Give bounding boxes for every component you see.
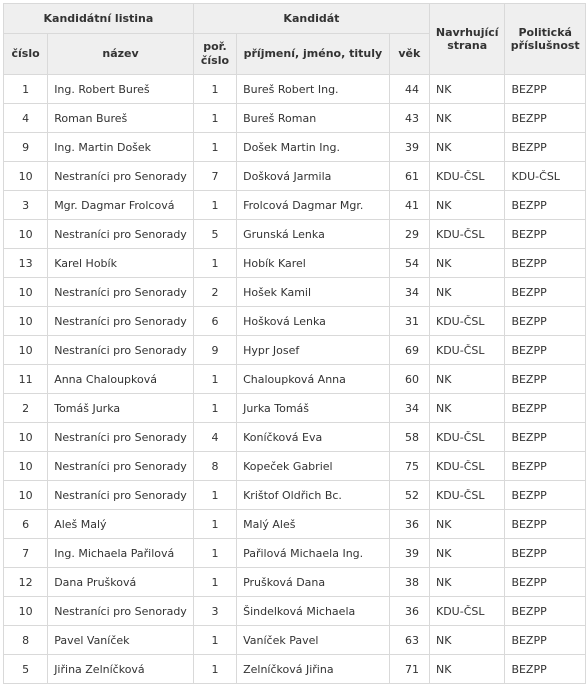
cell-politicka-prislusnost: BEZPP [505,481,586,510]
cell-nazev: Mgr. Dagmar Frolcová [48,191,194,220]
cell-cislo: 10 [4,481,48,510]
cell-por-cislo: 5 [193,220,236,249]
cell-vek: 44 [389,75,429,104]
table-row [4,655,586,684]
cell-jmeno: Bureš Roman [237,104,390,133]
cell-politicka-prislusnost: BEZPP [505,394,586,423]
cell-navrhujici-strana: NK [430,278,505,307]
cell-jmeno: Došek Martin Ing. [237,133,390,162]
header-navrhujici-strana: Navrhující strana [430,4,505,75]
cell-cislo: 6 [4,510,48,539]
cell-nazev: Karel Hobík [48,249,194,278]
cell-vek: 58 [389,423,429,452]
cell-nazev: Tomáš Jurka [48,394,194,423]
header-vek: věk [389,34,429,75]
table-row [4,481,586,510]
cell-vek: 63 [389,626,429,655]
table-row [4,423,586,452]
cell-nazev: Nestraníci pro Senorady [48,452,194,481]
cell-vek: 52 [389,481,429,510]
cell-por-cislo: 1 [193,510,236,539]
cell-jmeno: Došková Jarmila [237,162,390,191]
cell-vek: 31 [389,307,429,336]
cell-por-cislo: 1 [193,539,236,568]
cell-vek: 34 [389,278,429,307]
cell-por-cislo: 4 [193,423,236,452]
cell-vek: 61 [389,162,429,191]
cell-por-cislo: 6 [193,307,236,336]
cell-jmeno: Chaloupková Anna [237,365,390,394]
table-row [4,365,586,394]
table-row [4,162,586,191]
cell-cislo: 1 [4,75,48,104]
cell-jmeno: Krištof Oldřich Bc. [237,481,390,510]
cell-politicka-prislusnost: BEZPP [505,75,586,104]
cell-jmeno: Grunská Lenka [237,220,390,249]
cell-politicka-prislusnost: BEZPP [505,423,586,452]
cell-navrhujici-strana: KDU-ČSL [430,307,505,336]
cell-cislo: 2 [4,394,48,423]
header-nazev: název [48,34,194,75]
cell-navrhujici-strana: NK [430,568,505,597]
cell-navrhujici-strana: NK [430,539,505,568]
cell-nazev: Nestraníci pro Senorady [48,423,194,452]
cell-politicka-prislusnost: BEZPP [505,539,586,568]
cell-vek: 29 [389,220,429,249]
cell-navrhujici-strana: KDU-ČSL [430,423,505,452]
cell-jmeno: Koníčková Eva [237,423,390,452]
cell-vek: 38 [389,568,429,597]
cell-cislo: 10 [4,162,48,191]
cell-por-cislo: 8 [193,452,236,481]
cell-politicka-prislusnost: BEZPP [505,452,586,481]
cell-por-cislo: 1 [193,481,236,510]
cell-nazev: Nestraníci pro Senorady [48,220,194,249]
cell-jmeno: Šindelková Michaela [237,597,390,626]
table-row [4,452,586,481]
cell-navrhujici-strana: NK [430,510,505,539]
table-row [4,597,586,626]
table-row [4,278,586,307]
header-kandidat: Kandidát [193,4,429,34]
cell-por-cislo: 7 [193,162,236,191]
cell-jmeno: Hobík Karel [237,249,390,278]
table-row [4,104,586,133]
cell-nazev: Aleš Malý [48,510,194,539]
cell-vek: 71 [389,655,429,684]
cell-jmeno: Frolcová Dagmar Mgr. [237,191,390,220]
cell-politicka-prislusnost: BEZPP [505,365,586,394]
cell-navrhujici-strana: KDU-ČSL [430,597,505,626]
cell-nazev: Nestraníci pro Senorady [48,336,194,365]
cell-cislo: 7 [4,539,48,568]
cell-vek: 60 [389,365,429,394]
table-row [4,249,586,278]
cell-politicka-prislusnost: BEZPP [505,104,586,133]
cell-politicka-prislusnost: BEZPP [505,655,586,684]
cell-jmeno: Prušková Dana [237,568,390,597]
table-row [4,510,586,539]
table-row [4,220,586,249]
table-row [4,191,586,220]
cell-nazev: Ing. Michaela Pařilová [48,539,194,568]
cell-cislo: 3 [4,191,48,220]
cell-vek: 39 [389,539,429,568]
cell-vek: 39 [389,133,429,162]
cell-nazev: Nestraníci pro Senorady [48,597,194,626]
cell-navrhujici-strana: NK [430,249,505,278]
cell-nazev: Dana Prušková [48,568,194,597]
cell-cislo: 10 [4,452,48,481]
cell-por-cislo: 1 [193,568,236,597]
cell-por-cislo: 1 [193,626,236,655]
cell-cislo: 10 [4,336,48,365]
cell-cislo: 10 [4,220,48,249]
cell-vek: 43 [389,104,429,133]
cell-jmeno: Hypr Josef [237,336,390,365]
cell-por-cislo: 1 [193,75,236,104]
cell-navrhujici-strana: NK [430,365,505,394]
cell-politicka-prislusnost: BEZPP [505,336,586,365]
cell-cislo: 10 [4,307,48,336]
cell-por-cislo: 1 [193,191,236,220]
cell-nazev: Pavel Vaníček [48,626,194,655]
cell-jmeno: Hošková Lenka [237,307,390,336]
header-por-cislo: poř. číslo [193,34,236,75]
cell-cislo: 10 [4,278,48,307]
header-jmeno: příjmení, jméno, tituly [237,34,390,75]
cell-nazev: Jiřina Zelníčková [48,655,194,684]
cell-politicka-prislusnost: KDU-ČSL [505,162,586,191]
cell-jmeno: Hošek Kamil [237,278,390,307]
cell-por-cislo: 1 [193,655,236,684]
cell-politicka-prislusnost: BEZPP [505,307,586,336]
cell-cislo: 9 [4,133,48,162]
cell-jmeno: Bureš Robert Ing. [237,75,390,104]
cell-por-cislo: 1 [193,394,236,423]
cell-cislo: 10 [4,597,48,626]
cell-nazev: Roman Bureš [48,104,194,133]
cell-vek: 36 [389,597,429,626]
cell-politicka-prislusnost: BEZPP [505,278,586,307]
cell-nazev: Nestraníci pro Senorady [48,307,194,336]
header-politicka-prislusnost: Politická příslušnost [505,4,586,75]
table-row [4,568,586,597]
cell-nazev: Nestraníci pro Senorady [48,162,194,191]
cell-cislo: 8 [4,626,48,655]
table-row [4,307,586,336]
cell-cislo: 13 [4,249,48,278]
cell-navrhujici-strana: NK [430,133,505,162]
table-body [4,75,586,684]
cell-por-cislo: 1 [193,104,236,133]
cell-jmeno: Kopeček Gabriel [237,452,390,481]
cell-cislo: 12 [4,568,48,597]
table-row [4,75,586,104]
cell-por-cislo: 3 [193,597,236,626]
header-kandidatni-listina: Kandidátní listina [4,4,194,34]
cell-navrhujici-strana: KDU-ČSL [430,481,505,510]
cell-vek: 41 [389,191,429,220]
cell-politicka-prislusnost: BEZPP [505,626,586,655]
cell-navrhujici-strana: NK [430,394,505,423]
cell-navrhujici-strana: NK [430,191,505,220]
cell-politicka-prislusnost: BEZPP [505,133,586,162]
cell-politicka-prislusnost: BEZPP [505,568,586,597]
table-row [4,626,586,655]
cell-por-cislo: 1 [193,133,236,162]
cell-politicka-prislusnost: BEZPP [505,510,586,539]
cell-nazev: Nestraníci pro Senorady [48,278,194,307]
cell-jmeno: Malý Aleš [237,510,390,539]
cell-nazev: Ing. Robert Bureš [48,75,194,104]
cell-jmeno: Jurka Tomáš [237,394,390,423]
cell-cislo: 4 [4,104,48,133]
cell-jmeno: Zelníčková Jiřina [237,655,390,684]
table-header [4,4,586,75]
cell-vek: 75 [389,452,429,481]
cell-vek: 54 [389,249,429,278]
table-row [4,336,586,365]
cell-nazev: Ing. Martin Došek [48,133,194,162]
cell-vek: 69 [389,336,429,365]
cell-vek: 36 [389,510,429,539]
cell-jmeno: Vaníček Pavel [237,626,390,655]
cell-cislo: 11 [4,365,48,394]
cell-por-cislo: 1 [193,249,236,278]
cell-navrhujici-strana: KDU-ČSL [430,162,505,191]
cell-cislo: 10 [4,423,48,452]
cell-jmeno: Pařilová Michaela Ing. [237,539,390,568]
cell-politicka-prislusnost: BEZPP [505,249,586,278]
cell-por-cislo: 1 [193,365,236,394]
cell-navrhujici-strana: NK [430,75,505,104]
cell-navrhujici-strana: KDU-ČSL [430,336,505,365]
candidates-table [3,3,586,684]
cell-politicka-prislusnost: BEZPP [505,597,586,626]
cell-navrhujici-strana: KDU-ČSL [430,220,505,249]
cell-politicka-prislusnost: BEZPP [505,191,586,220]
cell-navrhujici-strana: NK [430,655,505,684]
cell-cislo: 5 [4,655,48,684]
table-row [4,133,586,162]
table-row [4,394,586,423]
cell-por-cislo: 9 [193,336,236,365]
table-row [4,539,586,568]
cell-vek: 34 [389,394,429,423]
cell-por-cislo: 2 [193,278,236,307]
header-cislo: číslo [4,34,48,75]
cell-navrhujici-strana: NK [430,104,505,133]
cell-nazev: Nestraníci pro Senorady [48,481,194,510]
cell-nazev: Anna Chaloupková [48,365,194,394]
cell-navrhujici-strana: KDU-ČSL [430,452,505,481]
cell-politicka-prislusnost: BEZPP [505,220,586,249]
cell-navrhujici-strana: NK [430,626,505,655]
